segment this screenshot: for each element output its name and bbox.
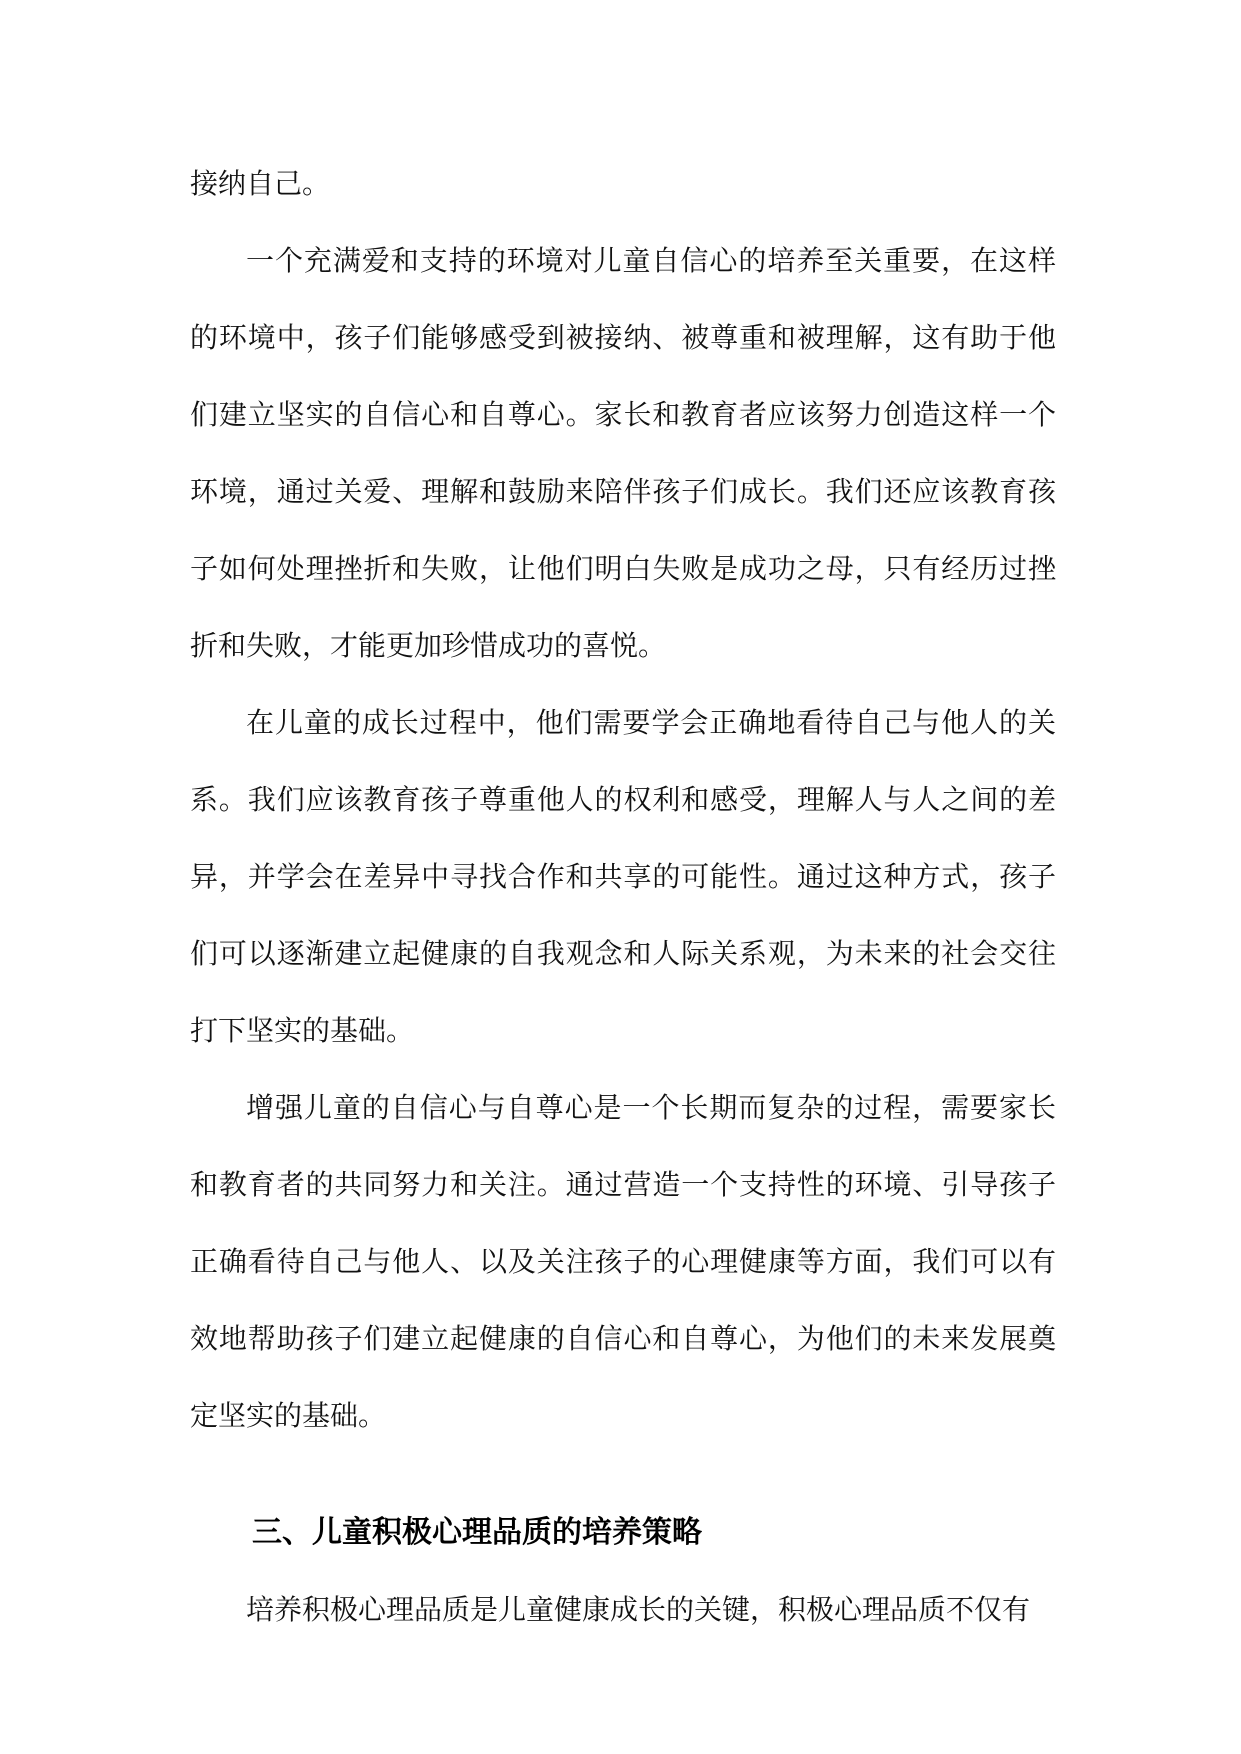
- paragraph-continuation: 接纳自己。: [190, 167, 331, 200]
- section-heading: 三、儿童积极心理品质的培养策略: [252, 1515, 702, 1550]
- paragraph-relationships: 在儿童的成长过程中，他们需要学会正确地看待自己与他人的关系。我们应该教育孩子尊重他人的权利和感受，理解人与人之间的差异，并学会在差异中寻找合作和共享的可能性。通过这种方式，孩子们可以逐渐建立起健康的自我观念和人际关系观，为未来的社会交往打下坚实的基础。: [190, 706, 1056, 1047]
- paragraph-supportive-environment: 一个充满爱和支持的环境对儿童自信心的培养至关重要，在这样的环境中，孩子们能够感受到被接纳、被尊重和被理解，这有助于他们建立坚实的自信心和自尊心。家长和教育者应该努力创造这样一个环境，通过关爱、理解和鼓励来陪伴孩子们成长。我们还应该教育孩子如何处理挫折和失败，让他们明白失败是成功之母，只有经历过挫折和失败，才能更加珍惜成功的喜悦。: [190, 244, 1056, 662]
- document-body: [190, 145, 1056, 1648]
- paragraph-section-intro: 培养积极心理品质是儿童健康成长的关键，积极心理品质不仅有: [246, 1593, 1031, 1626]
- paragraph-summary: 增强儿童的自信心与自尊心是一个长期而复杂的过程，需要家长和教育者的共同努力和关注。通过营造一个支持性的环境、引导孩子正确看待自己与他人、以及关注孩子的心理健康等方面，我们可以有效地帮助孩子们建立起健康的自信心和自尊心，为他们的未来发展奠定坚实的基础。: [190, 1091, 1056, 1432]
